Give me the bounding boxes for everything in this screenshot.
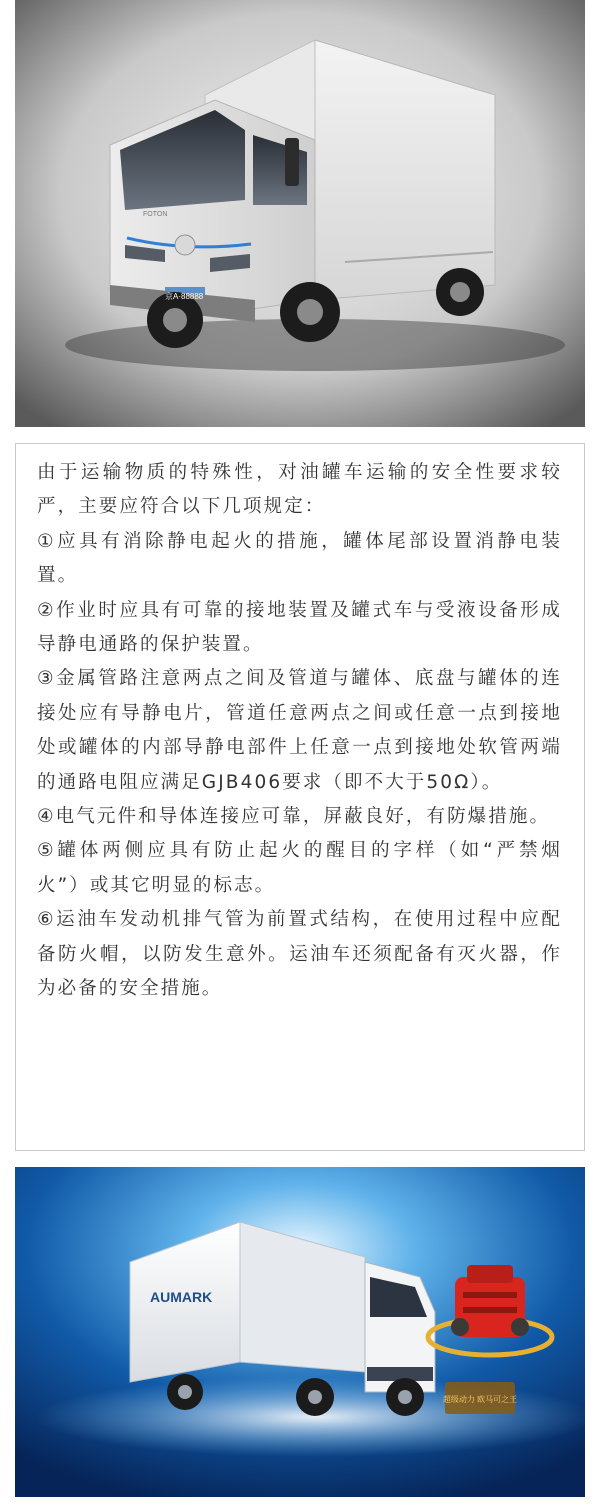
license-plate-text: 京A·88888 [165,292,204,301]
rule-1-paragraph: ①应具有消除静电起火的措施，罐体尾部设置消静电装置。 [37,530,562,587]
electric-truck-illustration [15,0,585,427]
aumark-truck-illustration [15,1167,585,1497]
box-brand-text: AUMARK [150,1289,213,1305]
rule-5-paragraph: ⑤罐体两侧应具有防止起火的醒目的字样（如“严禁烟火”）或其它明显的标志。 [37,840,562,896]
rule-2-paragraph: ②作业时应具有可靠的接地装置及罐式车与受液设备形成导静电通路的保护装置。 [37,599,562,656]
rule-6-paragraph: ⑥运油车发动机排气管为前置式结构，在使用过程中应配备防火帽，以防发生意外。运油车还须配备有灭火器，作为必备的安全措施。 [37,909,562,1000]
rule-4-paragraph: ④电气元件和导体连接应可靠，屏蔽良好，有防爆措施。 [37,806,551,828]
engine-badge-text: 超级动力 欧马可之王 [442,1395,518,1404]
bottom-truck-photo [15,1167,585,1497]
rule-3-paragraph: ③金属管路注意两点之间及管道与罐体、底盘与罐体的连接处应有导静电片，管道任意两点之间或任意一点到接地处或罐体的内部导静电部件上任意一点到接地处软管两端的通路电阻应满足GJB406要求（即不大于50Ω）。 [37,668,562,793]
intro-paragraph: 由于运输物质的特殊性，对油罐车运输的安全性要求较严，主要应符合以下几项规定： [37,462,562,518]
cab-logo-text: FOTON [143,211,168,218]
top-truck-photo [15,0,585,427]
article-text-box [15,443,585,1151]
